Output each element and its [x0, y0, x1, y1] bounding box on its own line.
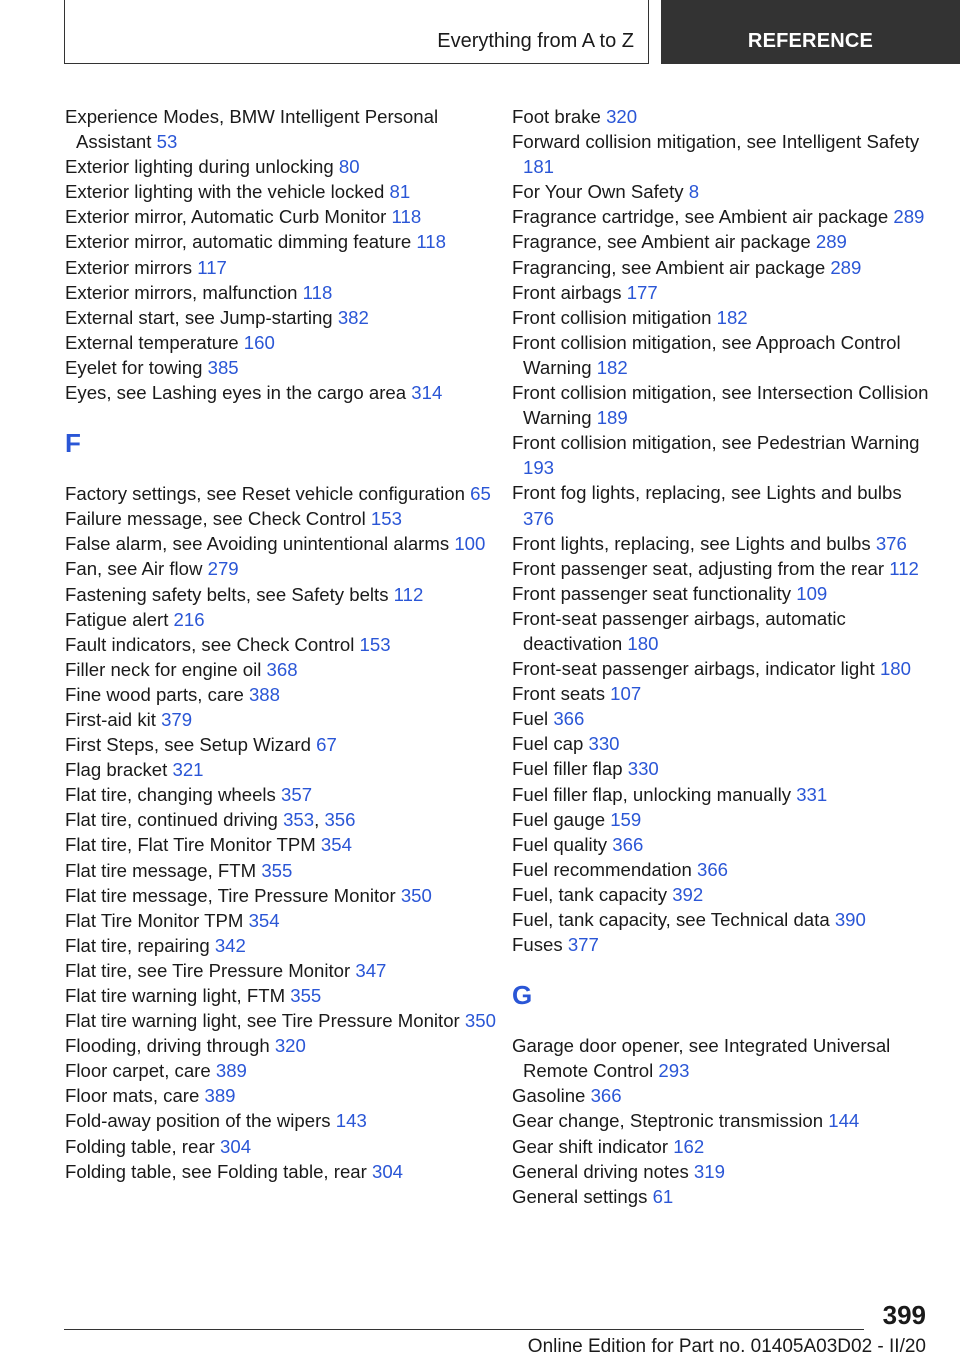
index-entry: [65, 280, 515, 305]
index-entry: [65, 104, 515, 154]
page-reference-link[interactable]: 112: [393, 583, 424, 605]
index-entry-text: Fault indicators, see Check Control: [65, 633, 360, 655]
index-entry-text: Foot brake: [512, 106, 607, 127]
index-entry-text: Fuel, tank capacity: [512, 883, 673, 905]
index-entry: [512, 480, 932, 530]
index-entry: [65, 179, 515, 204]
index-entry: [512, 531, 932, 556]
index-entry: [65, 255, 515, 280]
index-entry-text: Front-seat passenger airbags, indicator light: [512, 658, 880, 680]
index-entry-text: Flat tire, Flat Tire Monitor TPM: [65, 834, 321, 856]
index-entry: [65, 1134, 515, 1159]
index-entry: [65, 908, 515, 933]
page-reference-link[interactable]: 354: [320, 834, 352, 856]
index-entry: [512, 1083, 932, 1108]
page-reference-link[interactable]: 330: [588, 733, 620, 755]
index-entry-text: Forward collision mitigation, see Intelligent Safety: [512, 131, 920, 153]
page-reference-link[interactable]: 356: [324, 809, 356, 831]
page-reference-link[interactable]: 390: [834, 909, 866, 930]
page-reference-link[interactable]: 368: [266, 658, 298, 680]
index-entry-text: Flat tire, changing wheels: [65, 784, 282, 806]
index-letter-heading: G: [512, 980, 533, 1011]
page-reference-link[interactable]: 366: [612, 833, 644, 855]
index-entry-text: Exterior mirrors, malfunction: [65, 281, 303, 303]
index-entry: [512, 832, 932, 857]
index-entry-text: Folding table, rear: [65, 1135, 221, 1157]
index-entry-text: Garage door opener, see Integrated Universal Remote Control: [512, 1035, 891, 1082]
index-entry: [512, 1134, 932, 1159]
index-entry: [512, 380, 932, 430]
page-reference-link[interactable]: 320: [274, 1035, 306, 1057]
page-reference-link[interactable]: 109: [796, 582, 828, 604]
page-reference-link[interactable]: 189: [596, 407, 628, 429]
index-entry-text: Gasoline: [512, 1085, 591, 1107]
section-title: Everything from A to Z: [437, 30, 634, 52]
header-section-box: [64, 0, 649, 64]
index-entry: [512, 129, 932, 179]
index-entry: [512, 1108, 932, 1133]
index-entry: [65, 481, 515, 506]
index-entry-text: False alarm, see Avoiding unintentional alarms: [65, 533, 455, 555]
index-entry: [65, 883, 515, 908]
index-entry: [512, 932, 932, 957]
page-reference-link[interactable]: 61: [652, 1185, 674, 1207]
page-reference-link[interactable]: 366: [553, 708, 585, 730]
index-entry-text: Fuel filler flap, unlocking manually: [512, 783, 797, 805]
page-reference-link[interactable]: 118: [416, 231, 446, 253]
footer-divider: [64, 1329, 864, 1330]
page-reference-link[interactable]: 67: [316, 734, 337, 756]
page-reference-link[interactable]: 65: [470, 483, 491, 505]
page-reference-link[interactable]: 100: [454, 533, 486, 555]
page-reference-link[interactable]: 289: [815, 231, 847, 253]
page-reference-link[interactable]: 144: [828, 1110, 860, 1132]
page-reference-link[interactable]: 353: [283, 809, 315, 831]
index-entry-text: Front seats: [512, 683, 611, 705]
page-reference-link[interactable]: 342: [214, 934, 246, 956]
page-reference-link[interactable]: 376: [523, 507, 555, 529]
index-entry: [65, 757, 515, 782]
page-reference-link[interactable]: 180: [879, 658, 911, 680]
index-entry: Flat tire, continued driving 353, 356: [65, 809, 356, 831]
index-entry-text: Fuel cap: [512, 733, 589, 755]
index-entry: [512, 1033, 932, 1083]
index-entry: [65, 607, 515, 632]
page-reference-link[interactable]: 330: [627, 758, 659, 780]
index-entry: [65, 204, 515, 229]
page-reference-link[interactable]: 377: [567, 934, 599, 956]
edition-text: Online Edition for Part no. 01405A03D02 - II/20: [527, 1336, 926, 1357]
index-entry-text: Flag bracket: [65, 759, 173, 781]
page-reference-link[interactable]: 8: [688, 181, 700, 203]
index-entry-text: Fuel, tank capacity, see Technical data: [512, 909, 835, 930]
index-entry: [65, 1159, 515, 1184]
index-entry: [512, 330, 932, 380]
index-entry: [65, 1108, 515, 1133]
index-entry-text: Flat tire, see Tire Pressure Monitor: [65, 959, 356, 981]
page-reference-link[interactable]: 382: [337, 306, 369, 328]
index-entry: [512, 255, 932, 280]
page-reference-link[interactable]: 279: [207, 558, 239, 580]
index-entry-text: Flat tire warning light, see Tire Pressure Monitor: [65, 1010, 465, 1032]
page-reference-link[interactable]: 355: [290, 985, 322, 1006]
chapter-title: REFERENCE: [747, 30, 874, 52]
page-reference-link[interactable]: 81: [389, 181, 411, 203]
index-entry: [65, 556, 515, 581]
index-entry: [512, 104, 932, 129]
page-reference-link[interactable]: 193: [523, 457, 555, 479]
index-entry-text: Front collision mitigation, see Pedestrian Warning: [512, 432, 920, 454]
index-entry: [65, 582, 515, 607]
page-reference-link[interactable]: 350: [400, 884, 432, 906]
index-entry: [512, 556, 932, 581]
index-entry-text: Front-seat passenger airbags, automatic deactivation: [512, 607, 846, 654]
index-entry-text: Exterior mirror, Automatic Curb Monitor: [65, 206, 392, 228]
index-entry: [65, 1033, 515, 1058]
index-entry-text: First Steps, see Setup Wizard: [65, 734, 317, 756]
page-reference-link[interactable]: 319: [693, 1160, 725, 1182]
index-entry-text: Fan, see Air flow: [65, 558, 208, 580]
page-reference-link[interactable]: 53: [156, 131, 178, 153]
index-entry-text: Filler neck for engine oil: [65, 658, 267, 680]
index-entry-text: Fuses: [512, 934, 568, 956]
index-entry-text: Flooding, driving through: [65, 1035, 275, 1057]
index-entry: [65, 682, 515, 707]
index-entry: [65, 506, 515, 531]
index-entry: [65, 983, 515, 1008]
index-entry: [512, 1184, 932, 1209]
index-entry: [512, 857, 932, 882]
index-entry-text: Flat tire warning light, FTM: [65, 985, 291, 1006]
index-entry-text: Flat tire message, FTM: [65, 859, 262, 881]
page-reference-link[interactable]: 182: [716, 306, 748, 328]
page-reference-link[interactable]: 331: [796, 783, 828, 805]
page-reference-link[interactable]: 347: [355, 959, 387, 981]
index-entry-text: Front fog lights, replacing, see Lights and bulbs: [512, 482, 902, 504]
page-reference-link[interactable]: 320: [606, 106, 638, 127]
page-reference-link[interactable]: 314: [411, 382, 443, 404]
index-entry: [65, 732, 515, 757]
index-entry-text: Flat tire message, Tire Pressure Monitor: [65, 884, 401, 906]
page-reference-link[interactable]: 289: [893, 206, 925, 228]
index-entry: [512, 581, 932, 606]
index-entry: [512, 907, 932, 932]
index-entry: [512, 280, 932, 305]
index-entry-text: Flat tire, repairing: [65, 934, 215, 956]
index-entry-text: Fuel gauge: [512, 808, 611, 830]
index-entry-text: Factory settings, see Reset vehicle configuration: [65, 483, 471, 505]
page-reference-link[interactable]: 162: [673, 1135, 705, 1157]
index-entry-text: Fine wood parts, care: [65, 683, 249, 705]
page-reference-link[interactable]: 376: [875, 532, 907, 554]
index-entry-text: Floor mats, care: [65, 1085, 205, 1107]
index-entry-text: Fuel recommendation: [512, 858, 697, 880]
index-entry-text: General driving notes: [512, 1160, 694, 1182]
page-reference-link[interactable]: 389: [215, 1060, 247, 1082]
index-entry: [65, 958, 515, 983]
page-reference-link[interactable]: 304: [220, 1135, 252, 1157]
index-entry: [512, 681, 932, 706]
index-entry-text: Front collision mitigation, see Approach Control Warning: [512, 331, 901, 378]
index-entry-text: Eyes, see Lashing eyes in the cargo area: [65, 382, 412, 404]
index-entry-text: Front passenger seat functionality: [512, 582, 797, 604]
index-entry: [65, 632, 515, 657]
page-reference-link[interactable]: 289: [830, 256, 862, 278]
index-entry-text: Exterior lighting with the vehicle locked: [65, 181, 390, 203]
index-column-right: [512, 104, 932, 1209]
index-entry-text: Front collision mitigation: [512, 306, 717, 328]
page-reference-link[interactable]: 118: [302, 281, 333, 303]
index-entry: [65, 707, 515, 732]
page-reference-link[interactable]: 153: [359, 633, 391, 655]
index-entry-text: External temperature: [65, 331, 244, 353]
page-reference-link[interactable]: 321: [172, 759, 204, 781]
index-entry: [65, 858, 515, 883]
page-reference-link[interactable]: 182: [596, 356, 628, 378]
page-reference-link[interactable]: 143: [335, 1110, 367, 1132]
index-entry: [65, 782, 515, 807]
index-entry: [65, 305, 515, 330]
index-entry: [512, 656, 932, 681]
page-reference-link[interactable]: 304: [371, 1160, 404, 1182]
index-entry: [65, 657, 515, 682]
index-entry-text: Fuel: [512, 708, 554, 730]
index-entry: [65, 1083, 515, 1108]
index-entry: [512, 1159, 932, 1184]
index-entry-text: Fuel quality: [512, 833, 613, 855]
page-reference-link[interactable]: 392: [672, 883, 704, 905]
index-entry: [512, 756, 932, 781]
page-reference-link[interactable]: 177: [626, 281, 658, 303]
page-reference-link[interactable]: 389: [204, 1085, 236, 1107]
index-entry-text: Front passenger seat, adjusting from the rear: [512, 557, 890, 579]
index-entry-text: Eyelet for towing: [65, 356, 208, 378]
index-entry: [65, 330, 515, 355]
index-entry-text: Front lights, replacing, see Lights and bulbs: [512, 532, 876, 554]
index-entry-text: First-aid kit: [65, 708, 162, 730]
index-entry-text: Fragrancing, see Ambient air package: [512, 256, 831, 278]
index-entry: [65, 380, 515, 405]
index-entry-text: Gear shift indicator: [512, 1135, 674, 1157]
index-entry-text: Front collision mitigation, see Intersection Collision Warning: [512, 382, 929, 429]
index-entry: [512, 807, 932, 832]
page-reference-link[interactable]: 112: [889, 557, 919, 579]
index-entry-text: Fastening safety belts, see Safety belts: [65, 583, 394, 605]
index-entry: [512, 204, 932, 229]
index-entry-text: Flat tire, continued driving: [65, 809, 284, 831]
index-entry-text: For Your Own Safety: [512, 181, 689, 203]
page-reference-link[interactable]: 80: [338, 156, 360, 178]
index-column-left: [65, 104, 515, 1184]
index-entry-text: General settings: [512, 1185, 653, 1207]
index-entry: [65, 832, 515, 857]
index-entry-text: Gear change, Steptronic transmission: [512, 1110, 829, 1132]
index-entry-text: Exterior lighting during unlocking: [65, 156, 339, 178]
page-reference-link[interactable]: 180: [627, 632, 659, 654]
index-entry-text: Exterior mirror, automatic dimming feature: [65, 231, 417, 253]
index-entry: [512, 430, 932, 480]
index-entry-text: Exterior mirrors: [65, 256, 198, 278]
index-entry-text: Fold-away position of the wipers: [65, 1110, 336, 1132]
page-reference-link[interactable]: 181: [523, 156, 555, 178]
page-reference-link[interactable]: 366: [590, 1085, 622, 1107]
index-entry: [512, 179, 932, 204]
index-entry-text: Folding table, see Folding table, rear: [65, 1160, 372, 1182]
page-reference-link[interactable]: 355: [261, 859, 293, 881]
page-reference-link[interactable]: 385: [207, 356, 239, 378]
page-reference-link[interactable]: 350: [464, 1010, 496, 1032]
index-entry-text: Front airbags: [512, 281, 627, 303]
index-entry: [65, 355, 515, 380]
page-reference-link[interactable]: 216: [173, 608, 205, 630]
index-entry: [65, 229, 515, 254]
index-entry: [512, 882, 932, 907]
index-entry: [65, 1008, 515, 1033]
index-entry-text: Experience Modes, BMW Intelligent Personal Assistant: [65, 106, 439, 153]
index-entry: [512, 706, 932, 731]
page-number: 399: [882, 1300, 926, 1330]
page-reference-link[interactable]: 107: [610, 683, 642, 705]
index-entry: [65, 933, 515, 958]
index-letter-heading: F: [65, 428, 81, 459]
index-entry-text: Failure message, see Check Control: [65, 508, 371, 530]
page-reference-link[interactable]: 153: [370, 508, 402, 530]
page-reference-link[interactable]: 160: [243, 331, 275, 353]
page-reference-link[interactable]: 379: [161, 708, 193, 730]
index-entry-text: Fuel filler flap: [512, 758, 628, 780]
page-reference-link[interactable]: 117: [197, 256, 227, 278]
index-entry-text: Fragrance cartridge, see Ambient air package: [512, 206, 894, 228]
index-entry: [512, 229, 932, 254]
page-reference-link[interactable]: 118: [391, 206, 422, 228]
index-entry: [65, 154, 515, 179]
index-entry: [65, 531, 515, 556]
index-entry-text: External start, see Jump-starting: [65, 306, 338, 328]
index-entry: [65, 1058, 515, 1083]
page-reference-link[interactable]: 293: [658, 1060, 690, 1082]
index-entry-text: Floor carpet, care: [65, 1060, 216, 1082]
index-entry-text: Fatigue alert: [65, 608, 174, 630]
index-entry: [512, 731, 932, 756]
index-entry-text: Flat Tire Monitor TPM: [65, 909, 249, 931]
index-entry: [512, 782, 932, 807]
page-reference-link[interactable]: 354: [248, 909, 280, 931]
page-reference-link[interactable]: 388: [248, 683, 280, 705]
index-entry: [512, 305, 932, 330]
index-entry: [512, 606, 932, 656]
page-reference-link[interactable]: 366: [697, 858, 729, 880]
header-chapter-tab: [661, 0, 960, 64]
index-entry-text: Fragrance, see Ambient air package: [512, 231, 816, 253]
page-reference-link[interactable]: 159: [610, 808, 642, 830]
page-reference-link[interactable]: 357: [281, 784, 313, 806]
